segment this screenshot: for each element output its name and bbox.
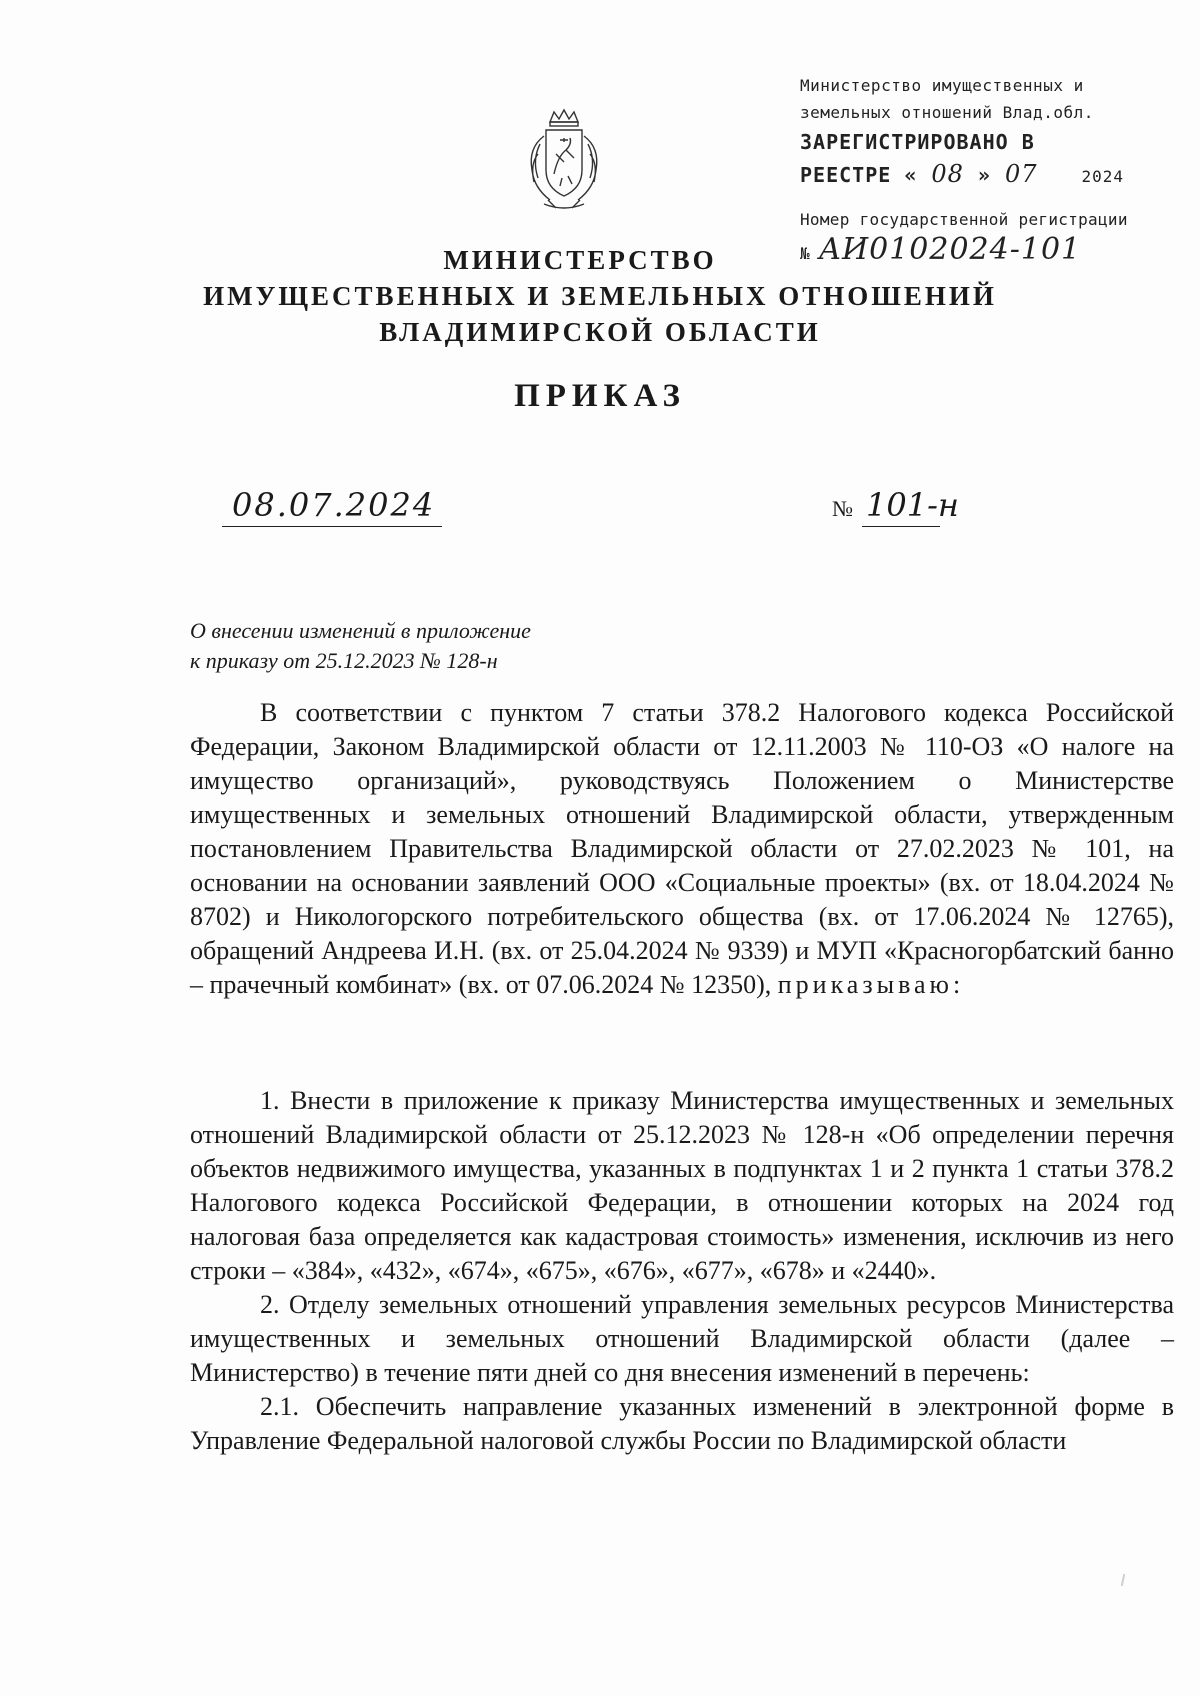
scan-artifact [1121,1574,1125,1586]
stamp-year: 2024 [1081,167,1125,186]
order-number-handwritten: 101-н [866,486,959,524]
order-item-1: 1. Внести в приложение к приказу Министерства имущественных и земельных отношений Владимирской области от 25.12.2023 № 128-н «Об определении перечня объектов недвижимого имущества, указанных в подпунктах 1 и 2 пункта 1 статьи 378.2 Налогового кодекса Российской Федерации, в отношении которых на 2024 год налоговая база определяется как кадастровая стоимость» изменения, исключив из него строки – «384», «432», «674», «675», «676», «677», «678» и «2440». [190,1086,1174,1285]
stamp-line-reg-number-label: Номер государственной регистрации [800,210,1128,229]
stamp-line-ministry: Министерство имущественных и [800,76,1084,95]
order-item-2: 2. Отделу земельных отношений управления земельных ресурсов Министерства имущественных и земельных отношений Владимирской области (далее – Министерство) в течение пяти дней со дня внесения изменений в перечень: [190,1290,1174,1387]
stamp-month-handwritten: 07 [1004,160,1038,188]
preamble-text: В соответствии с пунктом 7 статьи 378.2 Налогового кодекса Российской Федерации, Законом Владимирской области от 12.11.2003 № 110-ОЗ «О налоге на имущество организаций», руководствуясь Положением о Министерстве имущественных и земельных отношений Владимирской области, утвержденным постановлением Правительства Владимирской области от 27.02.2023 № 101, на основании на основании заявлений ООО «Социальные проекты» (вх. от 18.04.2024 № 8702) и Никологорского потребительского общества (вх. от 17.06.2024 № 12765), обращений Андреева И.Н. (вх. от 25.04.2024 № 9339) и МУП «Красногорбатский банно – прачечный комбинат» (вх. от 07.06.2024 № 12350), [190,698,1174,999]
order-date-handwritten: 08.07.2024 [232,486,436,524]
stamp-day-handwritten: 08 [931,160,964,188]
preamble-paragraph [190,696,1174,1002]
stamp-number-sign: № [800,244,810,263]
stamp-line-registered: ЗАРЕГИСТРИРОВАНО В [800,130,1035,154]
stamp-date-separator: » [977,163,991,187]
order-item-2-1: 2.1. Обеспечить направление указанных изменений в электронной форме в Управление Федеральной налоговой службы России по Владимирской области [190,1392,1174,1455]
order-number-label: № [832,496,853,521]
order-items-block [190,1084,1174,1458]
subject-line-2: к приказу от 25.12.2023 № 128-н [190,648,498,673]
ministry-title-line-3: ВЛАДИМИРСКОЙ ОБЛАСТИ [379,317,821,347]
decree-word: приказываю: [777,970,965,999]
stamp-registry-label: РЕЕСТРЕ « [800,163,918,187]
coat-of-arms-icon [520,108,608,216]
order-number-field [862,482,959,527]
order-date-field [222,482,442,527]
ministry-title-line-2: ИМУЩЕСТВЕННЫХ И ЗЕМЕЛЬНЫХ ОТНОШЕНИЙ [203,281,997,311]
ministry-title-line-1: МИНИСТЕРСТВО [443,245,717,275]
stamp-reg-number-handwritten: AИ0102024-101 [819,232,1082,267]
order-subject [190,616,531,676]
stamp-line-registry-date [800,158,1140,193]
stamp-line-ministry-2: земельных отношений Влад.обл. [800,103,1094,122]
subject-line-1: О внесении изменений в приложение [190,618,531,643]
document-type-title: ПРИКАЗ [514,378,686,414]
order-preamble-block [190,696,1174,1036]
